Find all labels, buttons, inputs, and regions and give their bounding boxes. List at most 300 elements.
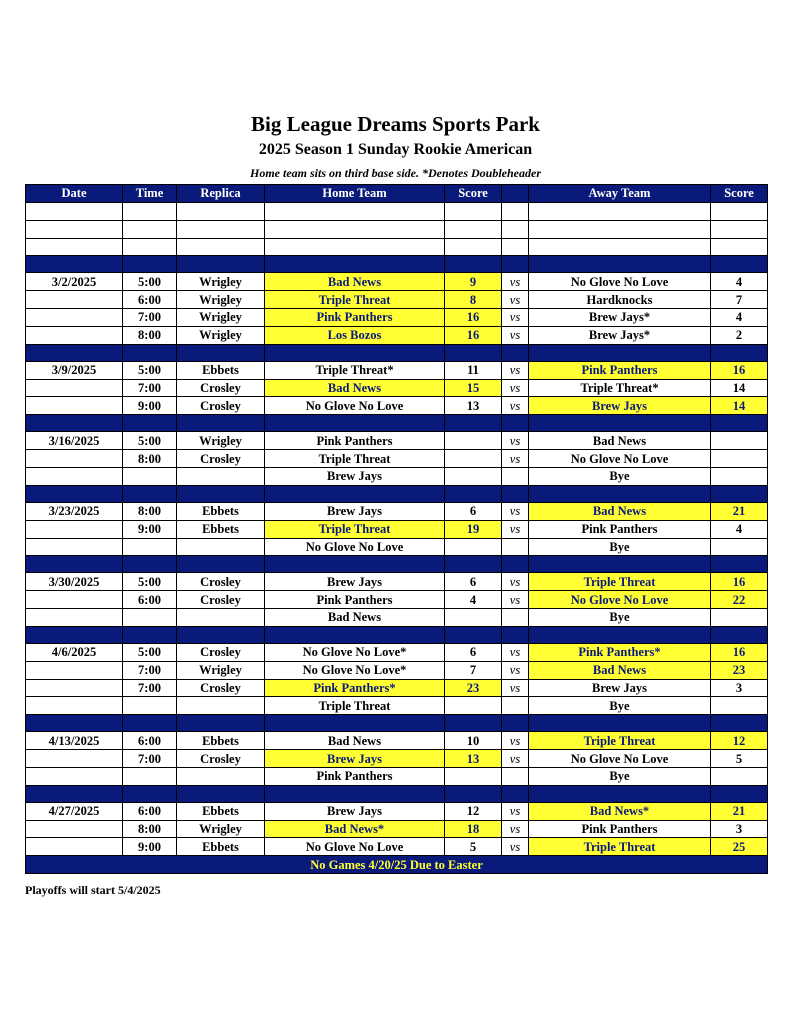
home-team-cell: No Glove No Love* (265, 643, 445, 661)
week-separator (26, 485, 768, 502)
empty-cell (445, 344, 502, 361)
footer-row (26, 856, 768, 874)
empty-cell (26, 202, 123, 220)
empty-cell (529, 202, 711, 220)
table-row (26, 502, 768, 520)
table-row (26, 379, 768, 397)
empty-cell (529, 220, 711, 238)
page-subtitle: 2025 Season 1 Sunday Rookie American (258, 141, 533, 158)
time-cell: 9:00 (123, 838, 177, 856)
empty-cell (445, 256, 502, 273)
home-score-cell: 13 (445, 397, 502, 415)
away-score-cell: 21 (711, 502, 768, 520)
empty-cell (177, 626, 265, 643)
blank-row (26, 220, 768, 238)
empty-cell (529, 256, 711, 273)
empty-cell (177, 344, 265, 361)
away-team-cell: Triple Threat (529, 573, 711, 591)
empty-cell (26, 397, 123, 415)
replica-cell: Wrigley (177, 291, 265, 309)
table-row (26, 732, 768, 750)
date-cell: 4/13/2025 (26, 732, 123, 750)
table-row (26, 291, 768, 309)
empty-cell (177, 202, 265, 220)
vs-cell: vs (502, 326, 529, 344)
header-row (26, 185, 768, 203)
empty-cell (26, 344, 123, 361)
vs-cell: vs (502, 309, 529, 327)
away-score-cell: 14 (711, 397, 768, 415)
home-team-cell: Pink Panthers (265, 432, 445, 450)
time-cell: 6:00 (123, 291, 177, 309)
empty-cell (502, 715, 529, 732)
empty-cell (26, 820, 123, 838)
empty-cell (123, 556, 177, 573)
away-team-cell: No Glove No Love (529, 450, 711, 468)
empty-cell (26, 715, 123, 732)
vs-cell (502, 697, 529, 715)
table-row (26, 397, 768, 415)
vs-cell: vs (502, 520, 529, 538)
empty-cell (26, 520, 123, 538)
table-row (26, 838, 768, 856)
empty-cell (26, 379, 123, 397)
page-title: Big League Dreams Sports Park (251, 112, 540, 136)
empty-cell (445, 626, 502, 643)
empty-cell (711, 220, 768, 238)
vs-cell: vs (502, 379, 529, 397)
replica-cell: Crosley (177, 591, 265, 609)
time-cell (123, 467, 177, 485)
week-separator (26, 256, 768, 273)
empty-cell (265, 556, 445, 573)
empty-cell (445, 715, 502, 732)
empty-cell (177, 238, 265, 256)
empty-cell (502, 256, 529, 273)
col-date: Date (26, 185, 123, 203)
week-separator (26, 344, 768, 361)
home-team-cell: Triple Threat (265, 697, 445, 715)
replica-cell: Ebbets (177, 361, 265, 379)
away-score-cell: 4 (711, 309, 768, 327)
vs-cell: vs (502, 679, 529, 697)
home-team-cell: Triple Threat (265, 450, 445, 468)
empty-cell (529, 485, 711, 502)
away-team-cell: Pink Panthers (529, 520, 711, 538)
away-team-cell: Bad News (529, 502, 711, 520)
home-score-cell: 6 (445, 643, 502, 661)
time-cell: 8:00 (123, 502, 177, 520)
home-team-cell: No Glove No Love (265, 838, 445, 856)
away-score-cell: 12 (711, 732, 768, 750)
home-score-cell: 10 (445, 732, 502, 750)
schedule-table (25, 184, 768, 874)
time-cell: 8:00 (123, 820, 177, 838)
empty-cell (26, 767, 123, 785)
replica-cell: Crosley (177, 397, 265, 415)
vs-cell: vs (502, 273, 529, 291)
vs-cell (502, 467, 529, 485)
empty-cell (177, 485, 265, 502)
away-team-cell: Hardknocks (529, 291, 711, 309)
empty-cell (265, 626, 445, 643)
empty-cell (26, 415, 123, 432)
home-score-cell: 9 (445, 273, 502, 291)
col-away-score: Score (711, 185, 768, 203)
table-row (26, 520, 768, 538)
table-row (26, 450, 768, 468)
empty-cell (265, 785, 445, 802)
home-score-cell: 12 (445, 802, 502, 820)
replica-cell: Wrigley (177, 326, 265, 344)
home-score-cell (445, 767, 502, 785)
empty-cell (26, 609, 123, 627)
away-team-cell: Brew Jays (529, 397, 711, 415)
home-team-cell: Pink Panthers (265, 591, 445, 609)
replica-cell: Ebbets (177, 502, 265, 520)
empty-cell (445, 415, 502, 432)
empty-cell (445, 220, 502, 238)
replica-cell: Crosley (177, 450, 265, 468)
empty-cell (26, 785, 123, 802)
away-team-cell: Brew Jays* (529, 309, 711, 327)
away-score-cell: 7 (711, 291, 768, 309)
away-team-cell: Bad News (529, 661, 711, 679)
empty-cell (26, 326, 123, 344)
empty-cell (123, 256, 177, 273)
replica-cell: Ebbets (177, 802, 265, 820)
week-separator (26, 415, 768, 432)
date-cell: 4/27/2025 (26, 802, 123, 820)
empty-cell (502, 344, 529, 361)
empty-cell (123, 344, 177, 361)
vs-cell: vs (502, 573, 529, 591)
away-score-cell: 16 (711, 643, 768, 661)
away-score-cell: 22 (711, 591, 768, 609)
empty-cell (445, 485, 502, 502)
table-row (26, 697, 768, 715)
table-row (26, 432, 768, 450)
empty-cell (26, 220, 123, 238)
vs-cell: vs (502, 838, 529, 856)
replica-cell (177, 767, 265, 785)
home-team-cell: Brew Jays (265, 502, 445, 520)
col-time: Time (123, 185, 177, 203)
replica-cell: Wrigley (177, 273, 265, 291)
away-score-cell (711, 432, 768, 450)
away-score-cell: 23 (711, 661, 768, 679)
table-row (26, 573, 768, 591)
time-cell: 5:00 (123, 361, 177, 379)
away-team-cell: Triple Threat* (529, 379, 711, 397)
vs-cell (502, 609, 529, 627)
easter-note: No Games 4/20/25 Due to Easter (26, 856, 768, 874)
home-score-cell: 19 (445, 520, 502, 538)
empty-cell (529, 626, 711, 643)
home-team-cell: Brew Jays (265, 802, 445, 820)
empty-cell (26, 309, 123, 327)
empty-cell (26, 538, 123, 556)
time-cell: 5:00 (123, 432, 177, 450)
home-score-cell: 23 (445, 679, 502, 697)
empty-cell (265, 344, 445, 361)
vs-cell (502, 767, 529, 785)
empty-cell (445, 238, 502, 256)
empty-cell (123, 715, 177, 732)
away-team-cell: Bye (529, 538, 711, 556)
time-cell: 8:00 (123, 450, 177, 468)
empty-cell (711, 256, 768, 273)
away-team-cell: Pink Panthers (529, 361, 711, 379)
empty-cell (177, 715, 265, 732)
home-score-cell: 13 (445, 750, 502, 768)
home-team-cell: Triple Threat* (265, 361, 445, 379)
replica-cell: Wrigley (177, 432, 265, 450)
empty-cell (265, 238, 445, 256)
empty-cell (502, 415, 529, 432)
vs-cell (502, 538, 529, 556)
empty-cell (26, 291, 123, 309)
date-cell: 3/16/2025 (26, 432, 123, 450)
home-score-cell: 7 (445, 661, 502, 679)
time-cell (123, 538, 177, 556)
away-team-cell: Triple Threat (529, 838, 711, 856)
home-team-cell: Triple Threat (265, 520, 445, 538)
empty-cell (123, 626, 177, 643)
home-score-cell (445, 450, 502, 468)
away-team-cell: Brew Jays (529, 679, 711, 697)
away-team-cell: Bye (529, 697, 711, 715)
empty-cell (123, 485, 177, 502)
empty-cell (529, 556, 711, 573)
empty-cell (26, 556, 123, 573)
empty-cell (502, 626, 529, 643)
time-cell: 7:00 (123, 679, 177, 697)
empty-cell (177, 220, 265, 238)
empty-cell (265, 220, 445, 238)
empty-cell (26, 256, 123, 273)
empty-cell (711, 556, 768, 573)
vs-cell: vs (502, 732, 529, 750)
replica-cell: Crosley (177, 643, 265, 661)
vs-cell: vs (502, 802, 529, 820)
empty-cell (265, 202, 445, 220)
empty-cell (265, 256, 445, 273)
home-score-cell: 11 (445, 361, 502, 379)
home-team-cell: Pink Panthers (265, 309, 445, 327)
empty-cell (502, 485, 529, 502)
home-team-cell: Los Bozos (265, 326, 445, 344)
time-cell: 6:00 (123, 591, 177, 609)
home-team-cell: Bad News (265, 273, 445, 291)
away-score-cell: 16 (711, 573, 768, 591)
replica-cell: Wrigley (177, 661, 265, 679)
home-team-cell: Bad News* (265, 820, 445, 838)
empty-cell (123, 415, 177, 432)
empty-cell (445, 785, 502, 802)
away-score-cell: 16 (711, 361, 768, 379)
home-score-cell: 4 (445, 591, 502, 609)
home-score-cell (445, 467, 502, 485)
away-score-cell: 3 (711, 679, 768, 697)
table-row (26, 767, 768, 785)
vs-cell: vs (502, 750, 529, 768)
col-home-score: Score (445, 185, 502, 203)
home-team-cell: No Glove No Love* (265, 661, 445, 679)
date-cell: 3/23/2025 (26, 502, 123, 520)
away-score-cell (711, 609, 768, 627)
home-score-cell (445, 697, 502, 715)
week-separator (26, 715, 768, 732)
empty-cell (529, 785, 711, 802)
away-team-cell: Bad News (529, 432, 711, 450)
empty-cell (123, 785, 177, 802)
week-separator (26, 785, 768, 802)
vs-cell: vs (502, 450, 529, 468)
replica-cell (177, 467, 265, 485)
vs-cell: vs (502, 291, 529, 309)
time-cell (123, 767, 177, 785)
home-team-cell: Brew Jays (265, 467, 445, 485)
away-score-cell: 3 (711, 820, 768, 838)
time-cell: 7:00 (123, 750, 177, 768)
away-team-cell: Bye (529, 609, 711, 627)
table-row (26, 273, 768, 291)
empty-cell (26, 450, 123, 468)
replica-cell: Ebbets (177, 732, 265, 750)
empty-cell (26, 697, 123, 715)
time-cell: 9:00 (123, 520, 177, 538)
empty-cell (26, 679, 123, 697)
empty-cell (711, 785, 768, 802)
home-score-cell: 6 (445, 502, 502, 520)
away-score-cell (711, 467, 768, 485)
empty-cell (26, 591, 123, 609)
empty-cell (177, 785, 265, 802)
table-row (26, 661, 768, 679)
home-score-cell: 18 (445, 820, 502, 838)
empty-cell (177, 415, 265, 432)
home-team-cell: Brew Jays (265, 573, 445, 591)
home-score-cell (445, 432, 502, 450)
empty-cell (711, 415, 768, 432)
time-cell (123, 697, 177, 715)
time-cell: 5:00 (123, 573, 177, 591)
home-score-cell (445, 538, 502, 556)
time-cell: 7:00 (123, 379, 177, 397)
empty-cell (711, 202, 768, 220)
home-team-cell: Bad News (265, 732, 445, 750)
away-score-cell: 4 (711, 520, 768, 538)
away-score-cell: 4 (711, 273, 768, 291)
empty-cell (445, 556, 502, 573)
replica-cell: Wrigley (177, 820, 265, 838)
date-cell: 3/2/2025 (26, 273, 123, 291)
replica-cell: Crosley (177, 750, 265, 768)
empty-cell (123, 220, 177, 238)
away-score-cell: 14 (711, 379, 768, 397)
table-row (26, 609, 768, 627)
blank-row (26, 202, 768, 220)
empty-cell (529, 344, 711, 361)
away-score-cell (711, 450, 768, 468)
home-score-cell: 15 (445, 379, 502, 397)
table-row (26, 820, 768, 838)
vs-cell: vs (502, 361, 529, 379)
empty-cell (529, 715, 711, 732)
table-row (26, 467, 768, 485)
vs-cell: vs (502, 591, 529, 609)
empty-cell (529, 415, 711, 432)
time-cell: 5:00 (123, 273, 177, 291)
home-score-cell: 5 (445, 838, 502, 856)
empty-cell (265, 485, 445, 502)
empty-cell (177, 556, 265, 573)
home-score-cell: 16 (445, 326, 502, 344)
empty-cell (711, 715, 768, 732)
away-score-cell (711, 697, 768, 715)
schedule-body (26, 202, 768, 873)
time-cell: 5:00 (123, 643, 177, 661)
empty-cell (26, 238, 123, 256)
col-vs (502, 185, 529, 203)
week-separator (26, 556, 768, 573)
away-score-cell (711, 767, 768, 785)
home-team-cell: Triple Threat (265, 291, 445, 309)
away-team-cell: No Glove No Love (529, 591, 711, 609)
vs-cell: vs (502, 661, 529, 679)
away-score-cell: 2 (711, 326, 768, 344)
empty-cell (502, 202, 529, 220)
time-cell: 7:00 (123, 661, 177, 679)
vs-cell: vs (502, 643, 529, 661)
home-score-cell: 16 (445, 309, 502, 327)
date-cell: 4/6/2025 (26, 643, 123, 661)
away-team-cell: Pink Panthers (529, 820, 711, 838)
table-row (26, 326, 768, 344)
empty-cell (123, 202, 177, 220)
empty-cell (445, 202, 502, 220)
replica-cell: Crosley (177, 573, 265, 591)
home-score-cell (445, 609, 502, 627)
home-team-cell: No Glove No Love (265, 397, 445, 415)
time-cell: 7:00 (123, 309, 177, 327)
empty-cell (711, 238, 768, 256)
empty-cell (26, 626, 123, 643)
replica-cell (177, 609, 265, 627)
away-team-cell: No Glove No Love (529, 750, 711, 768)
time-cell: 8:00 (123, 326, 177, 344)
table-row (26, 361, 768, 379)
away-team-cell: No Glove No Love (529, 273, 711, 291)
empty-cell (711, 344, 768, 361)
col-home-team: Home Team (265, 185, 445, 203)
page-note: Home team sits on third base side. *Denotes Doubleheader (250, 166, 541, 180)
home-team-cell: Pink Panthers (265, 767, 445, 785)
away-team-cell: Triple Threat (529, 732, 711, 750)
home-score-cell: 6 (445, 573, 502, 591)
home-score-cell: 8 (445, 291, 502, 309)
empty-cell (123, 238, 177, 256)
away-team-cell: Bye (529, 467, 711, 485)
replica-cell (177, 538, 265, 556)
time-cell: 6:00 (123, 802, 177, 820)
away-score-cell (711, 538, 768, 556)
empty-cell (502, 238, 529, 256)
empty-cell (265, 415, 445, 432)
empty-cell (26, 750, 123, 768)
replica-cell: Wrigley (177, 309, 265, 327)
